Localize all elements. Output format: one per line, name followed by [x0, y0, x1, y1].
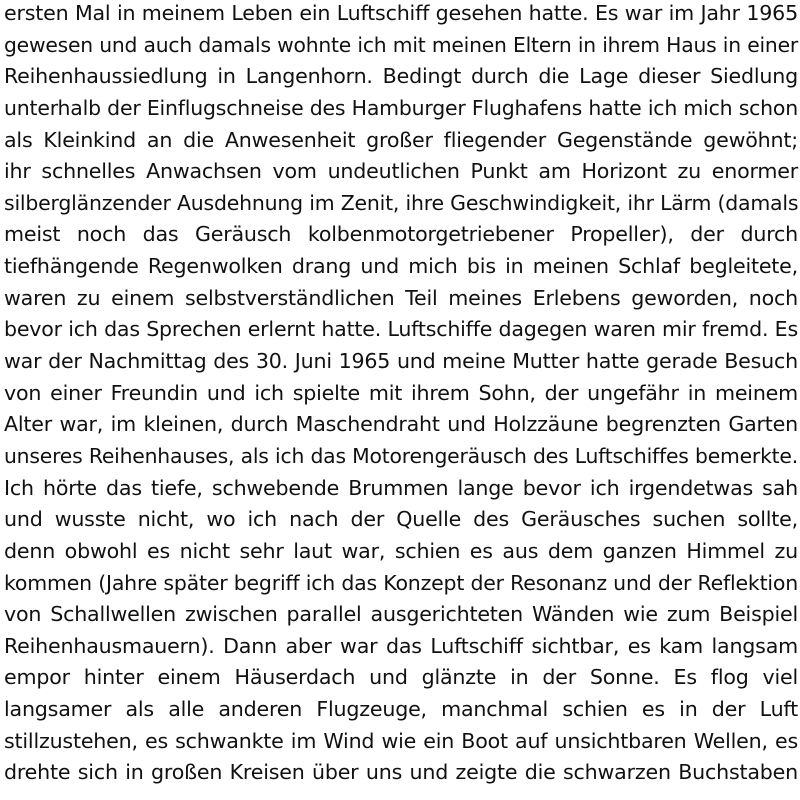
body-text: [4, 0, 798, 789]
text-line: von Schallwellen zwischen parallel ausgerichteten Wänden wie zum Beispiel: [4, 602, 798, 627]
text-line: gewesen und auch damals wohnte ich mit meinen Eltern in ihrem Haus in einer: [4, 32, 798, 57]
text-line: denn obwohl es nicht sehr laut war, schien es aus dem ganzen Himmel zu: [4, 538, 798, 563]
text-line: Reihenhaussiedlung in Langenhorn. Bedingt durch die Lage dieser Siedlung: [4, 64, 798, 89]
text-line: empor hinter einem Häuserdach und glänzte in der Sonne. Es flog viel: [4, 665, 798, 690]
text-line: von einer Freundin und ich spielte mit ihrem Sohn, der ungefähr in meinem: [4, 380, 798, 405]
text-line: drehte sich in großen Kreisen über uns und zeigte die schwarzen Buchstaben: [4, 760, 798, 785]
text-line: kommen (Jahre später begriff ich das Konzept der Resonanz und der Reflektion: [4, 570, 798, 595]
text-line: waren zu einem selbstverständlichen Teil meines Erlebens geworden, noch: [4, 285, 798, 310]
text-line: als Kleinkind an die Anwesenheit großer fliegender Gegenstände gewöhnt;: [4, 127, 798, 152]
text-line: und wusste nicht, wo ich nach der Quelle des Geräusches suchen sollte,: [4, 507, 798, 532]
text-line: langsamer als alle anderen Flugzeuge, manchmal schien es in der Luft: [4, 697, 798, 722]
text-line: war der Nachmittag des 30. Juni 1965 und meine Mutter hatte gerade Besuch: [4, 349, 798, 374]
text-line: unseres Reihenhauses, als ich das Motorengeräusch des Luftschiffes bemerkte.: [4, 443, 798, 468]
text-line: ersten Mal in meinem Leben ein Luftschiff gesehen hatte. Es war im Jahr 1965: [4, 1, 798, 25]
text-line: Alter war, im kleinen, durch Maschendraht und Holzzäune begrenzten Garten: [4, 412, 798, 437]
text-line: meist noch das Geräusch kolbenmotorgetriebener Propeller), der durch: [4, 222, 798, 247]
text-line: stillzustehen, es schwankte im Wind wie ein Boot auf unsichtbaren Wellen, es: [4, 728, 798, 753]
text-line: ihr schnelles Anwachsen vom undeutlichen Punkt am Horizont zu enormer: [4, 159, 798, 184]
text-line: unterhalb der Einflugschneise des Hamburger Flughafens hatte ich mich schon: [4, 95, 798, 120]
text-line: bevor ich das Sprechen erlernt hatte. Luftschiffe dagegen waren mir fremd. Es: [4, 317, 798, 342]
text-line: Reihenhausmauern). Dann aber war das Luftschiff sichtbar, es kam langsam: [4, 633, 798, 658]
text-line: Ich hörte das tiefe, schwebende Brummen lange bevor ich irgendetwas sah: [4, 475, 798, 500]
text-line: silberglänzender Ausdehnung im Zenit, ihre Geschwindigkeit, ihr Lärm (damals: [4, 190, 799, 215]
text-line: tiefhängende Regenwolken drang und mich bis in meinen Schlaf begleitete,: [4, 254, 798, 279]
